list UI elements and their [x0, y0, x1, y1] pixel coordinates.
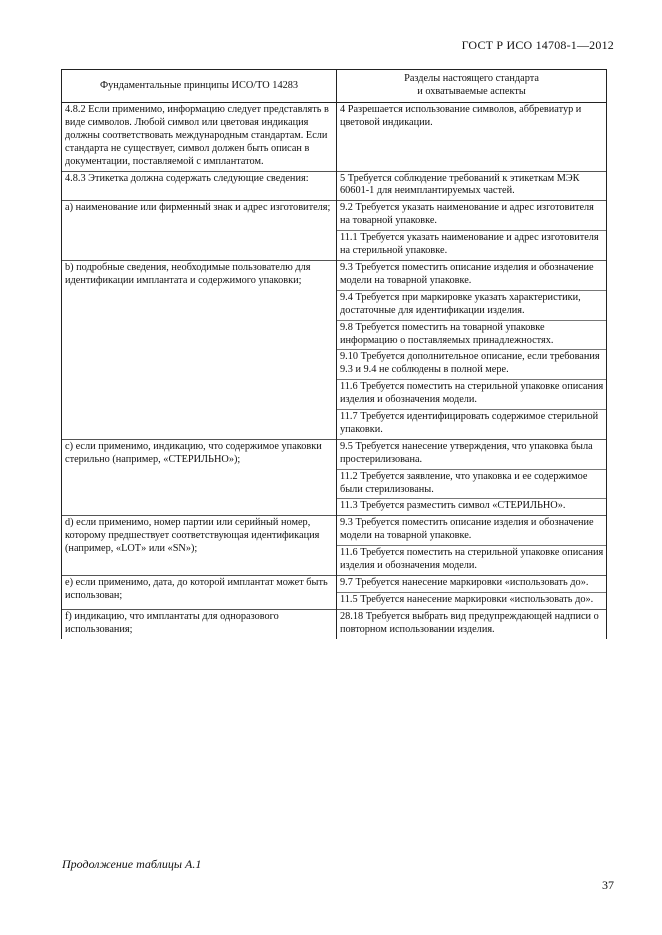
standard-section-cell: 5 Требуется соблюдение требований к этикеткам МЭК 60601-1 для неимплантируемых частей. — [337, 171, 607, 201]
page-number: 37 — [602, 878, 614, 892]
table-row — [62, 103, 607, 172]
table-row — [62, 439, 607, 469]
standard-section-cell: 9.5 Требуется нанесение утверждения, что упаковка была простерилизована. — [337, 439, 607, 469]
principle-cell: d) если применимо, номер партии или серийный номер, которому предшествует соответствующая идентификация (например, «LOT» или «SN»); — [62, 516, 337, 576]
standard-section-cell: 4 Разрешается использование символов, аббревиатур и цветовой индикации. — [337, 103, 607, 172]
standard-section-cell: 11.5 Требуется нанесение маркировки «использовать до». — [337, 592, 607, 609]
col2-header-line2: и охватываемые аспекты — [417, 86, 526, 97]
table-row — [62, 171, 607, 201]
table-row — [62, 260, 607, 290]
table-row — [62, 201, 607, 231]
principle-cell: 4.8.2 Если применимо, информацию следует представлять в виде символов. Любой символ или цветовая индикация должны соответствовать международным стандартам. Если стандарта не существует, символ должен быть описан в документации, поставляемой с имплантатом. — [62, 103, 337, 172]
standard-section-cell: 11.3 Требуется разместить символ «СТЕРИЛЬНО». — [337, 499, 607, 516]
standard-section-cell: 9.3 Требуется поместить описание изделия и обозначение модели на товарной упаковке. — [337, 260, 607, 290]
table-header-row — [62, 70, 607, 103]
principle-cell: f) индикацию, что имплантаты для одноразового использования; — [62, 609, 337, 638]
standard-section-cell: 11.1 Требуется указать наименование и адрес изготовителя на стерильной упаковке. — [337, 231, 607, 261]
standard-section-cell: 9.4 Требуется при маркировке указать характеристики, достаточные для идентификации изделия. — [337, 290, 607, 320]
principle-cell: с) если применимо, индикацию, что содержимое упаковки стерильно (например, «СТЕРИЛЬНО»); — [62, 439, 337, 516]
col1-header: Фундаментальные принципы ИСО/ТО 14283 — [62, 70, 337, 103]
standard-section-cell: 11.7 Требуется идентифицировать содержимое стерильной упаковки. — [337, 410, 607, 440]
standard-section-cell: 9.2 Требуется указать наименование и адрес изготовителя на товарной упаковке. — [337, 201, 607, 231]
standard-section-cell: 9.10 Требуется дополнительное описание, если требования 9.3 и 9.4 не соблюдены в полной мере. — [337, 350, 607, 380]
standard-section-cell: 11.6 Требуется поместить на стерильной упаковке описания изделия и обозначения модели. — [337, 546, 607, 576]
table-body — [62, 103, 607, 639]
col2-header — [337, 70, 607, 103]
principle-cell: а) наименование или фирменный знак и адрес изготовителя; — [62, 201, 337, 261]
col2-header-line1: Разделы настоящего стандарта — [404, 73, 539, 85]
table-row — [62, 609, 607, 638]
standard-section-cell: 11.2 Требуется заявление, что упаковка и ее содержимое были стерилизованы. — [337, 469, 607, 499]
principle-cell: е) если применимо, дата, до которой имплантат может быть использован; — [62, 576, 337, 610]
principles-table — [61, 69, 607, 639]
standard-section-cell: 11.6 Требуется поместить на стерильной упаковке описания изделия и обозначения модели. — [337, 380, 607, 410]
table-row — [62, 576, 607, 593]
standard-section-cell: 9.3 Требуется поместить описание изделия и обозначение модели на товарной упаковке. — [337, 516, 607, 546]
principle-cell: 4.8.3 Этикетка должна содержать следующие сведения: — [62, 171, 337, 201]
table-row — [62, 516, 607, 546]
standard-id: ГОСТ Р ИСО 14708-1—2012 — [461, 38, 614, 52]
principle-cell: b) подробные сведения, необходимые пользователю для идентификации имплантата и содержимого упаковки; — [62, 260, 337, 439]
standard-section-cell: 9.7 Требуется нанесение маркировки «использовать до». — [337, 576, 607, 593]
table-continuation-note: Продолжение таблицы А.1 — [62, 857, 202, 871]
standard-section-cell: 9.8 Требуется поместить на товарной упаковке информацию о поставляемых принадлежностях. — [337, 320, 607, 350]
standard-section-cell: 28.18 Требуется выбрать вид предупреждающей надписи о повторном использовании изделия. — [337, 609, 607, 638]
